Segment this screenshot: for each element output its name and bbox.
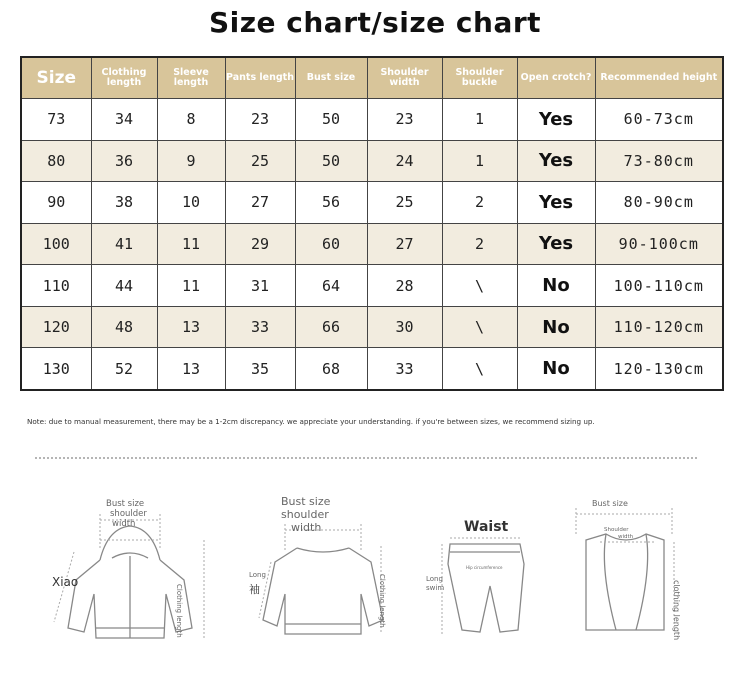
cell-sleeve-length: 11 [157, 265, 225, 307]
cell-open-crotch: Yes [517, 182, 595, 224]
cell-recommended-height: 90-100cm [595, 223, 723, 265]
header-open-crotch: Open crotch? [517, 57, 595, 99]
header-clothing-length: Clothing length [91, 57, 157, 99]
table-row [21, 348, 723, 390]
cell-shoulder-width: 24 [367, 140, 442, 182]
cell-pants-length: 29 [225, 223, 295, 265]
cell-pants-length: 35 [225, 348, 295, 390]
cell-size: 110 [21, 265, 91, 307]
cell-clothing-length: 48 [91, 306, 157, 348]
cell-clothing-length: 34 [91, 99, 157, 141]
cell-sleeve-length: 9 [157, 140, 225, 182]
cell-clothing-length: 41 [91, 223, 157, 265]
sweater-bust-label: Bust size [281, 495, 331, 508]
cell-pants-length: 25 [225, 140, 295, 182]
cell-recommended-height: 110-120cm [595, 306, 723, 348]
cell-pants-length: 27 [225, 182, 295, 224]
cell-bust-size: 50 [295, 140, 367, 182]
dotted-divider [35, 457, 697, 459]
header-bust-size: Bust size [295, 57, 367, 99]
vest-illustration [560, 490, 700, 650]
cell-pants-length: 23 [225, 99, 295, 141]
pants-swim-label: swim [426, 584, 445, 592]
cell-bust-size: 50 [295, 99, 367, 141]
cell-recommended-height: 120-130cm [595, 348, 723, 390]
header-recommended-height: Recommended height [595, 57, 723, 99]
jacket-length-label: Clothing length [175, 584, 183, 638]
measurement-note: Note: due to manual measurement, there may be a 1-2cm discrepancy. we appreciate your understanding. if you're between sizes, we recommend sizing up. [27, 417, 595, 426]
sweater-long-label: Long [249, 571, 266, 579]
vest-length-label: clothing length [672, 580, 681, 641]
cell-shoulder-buckle: 1 [442, 99, 517, 141]
pants-long-label: Long [426, 575, 443, 583]
cell-bust-size: 68 [295, 348, 367, 390]
cell-shoulder-buckle: \ [442, 265, 517, 307]
jacket-bust-label: Bust size [106, 499, 145, 509]
table-header-row [21, 57, 723, 99]
cell-clothing-length: 44 [91, 265, 157, 307]
cell-bust-size: 64 [295, 265, 367, 307]
cell-sleeve-length: 10 [157, 182, 225, 224]
page-title: Size chart/size chart [208, 6, 542, 39]
cell-shoulder-width: 23 [367, 99, 442, 141]
cell-pants-length: 31 [225, 265, 295, 307]
jacket-width-label: width [112, 519, 136, 529]
cell-size: 73 [21, 99, 91, 141]
header-sleeve-length: Sleeve length [157, 57, 225, 99]
cell-size: 80 [21, 140, 91, 182]
vest-bust-label: Bust size [592, 499, 628, 508]
cell-sleeve-length: 13 [157, 306, 225, 348]
jacket-shoulder-label: shoulder [110, 509, 147, 519]
table-row [21, 265, 723, 307]
cell-recommended-height: 100-110cm [595, 265, 723, 307]
header-size: Size [21, 57, 91, 99]
sweater-illustration [245, 490, 405, 650]
table-row [21, 223, 723, 265]
cell-shoulder-width: 33 [367, 348, 442, 390]
cell-shoulder-width: 27 [367, 223, 442, 265]
pants-hip-label: Hip circumference [466, 565, 503, 570]
jacket-illustration [40, 490, 220, 650]
cell-sleeve-length: 11 [157, 223, 225, 265]
cell-open-crotch: No [517, 265, 595, 307]
cell-recommended-height: 73-80cm [595, 140, 723, 182]
cell-shoulder-buckle: \ [442, 348, 517, 390]
cell-open-crotch: Yes [517, 99, 595, 141]
vest-width-label: width [618, 534, 634, 540]
table-row [21, 306, 723, 348]
cell-recommended-height: 80-90cm [595, 182, 723, 224]
cell-clothing-length: 52 [91, 348, 157, 390]
jacket-side-label: Xiao [52, 575, 79, 589]
header-pants-length: Pants length [225, 57, 295, 99]
cell-open-crotch: Yes [517, 140, 595, 182]
table-row [21, 140, 723, 182]
cell-bust-size: 60 [295, 223, 367, 265]
cell-bust-size: 66 [295, 306, 367, 348]
cell-size: 120 [21, 306, 91, 348]
header-shoulder-width: Shoulder width [367, 57, 442, 99]
cell-open-crotch: No [517, 306, 595, 348]
cell-bust-size: 56 [295, 182, 367, 224]
table-row [21, 99, 723, 141]
cell-sleeve-length: 13 [157, 348, 225, 390]
cell-pants-length: 33 [225, 306, 295, 348]
cell-shoulder-width: 30 [367, 306, 442, 348]
cell-shoulder-buckle: \ [442, 306, 517, 348]
table-row [21, 182, 723, 224]
sweater-sleeve-glyph: 袖 [249, 583, 260, 596]
cell-open-crotch: Yes [517, 223, 595, 265]
pants-illustration [420, 490, 540, 650]
sweater-width-label: width [291, 521, 322, 534]
cell-clothing-length: 36 [91, 140, 157, 182]
cell-size: 130 [21, 348, 91, 390]
cell-shoulder-buckle: 2 [442, 182, 517, 224]
sweater-length-label: Clothing length [378, 574, 386, 628]
cell-shoulder-buckle: 2 [442, 223, 517, 265]
sweater-shoulder-label: shoulder [281, 508, 329, 521]
header-shoulder-buckle: Shoulder buckle [442, 57, 517, 99]
vest-shoulder-label: Shoulder [604, 527, 629, 533]
cell-shoulder-width: 25 [367, 182, 442, 224]
cell-sleeve-length: 8 [157, 99, 225, 141]
cell-shoulder-buckle: 1 [442, 140, 517, 182]
cell-shoulder-width: 28 [367, 265, 442, 307]
cell-size: 100 [21, 223, 91, 265]
size-chart-table [20, 56, 724, 391]
pants-waist-label: Waist [464, 519, 509, 535]
cell-open-crotch: No [517, 348, 595, 390]
cell-recommended-height: 60-73cm [595, 99, 723, 141]
cell-clothing-length: 38 [91, 182, 157, 224]
cell-size: 90 [21, 182, 91, 224]
